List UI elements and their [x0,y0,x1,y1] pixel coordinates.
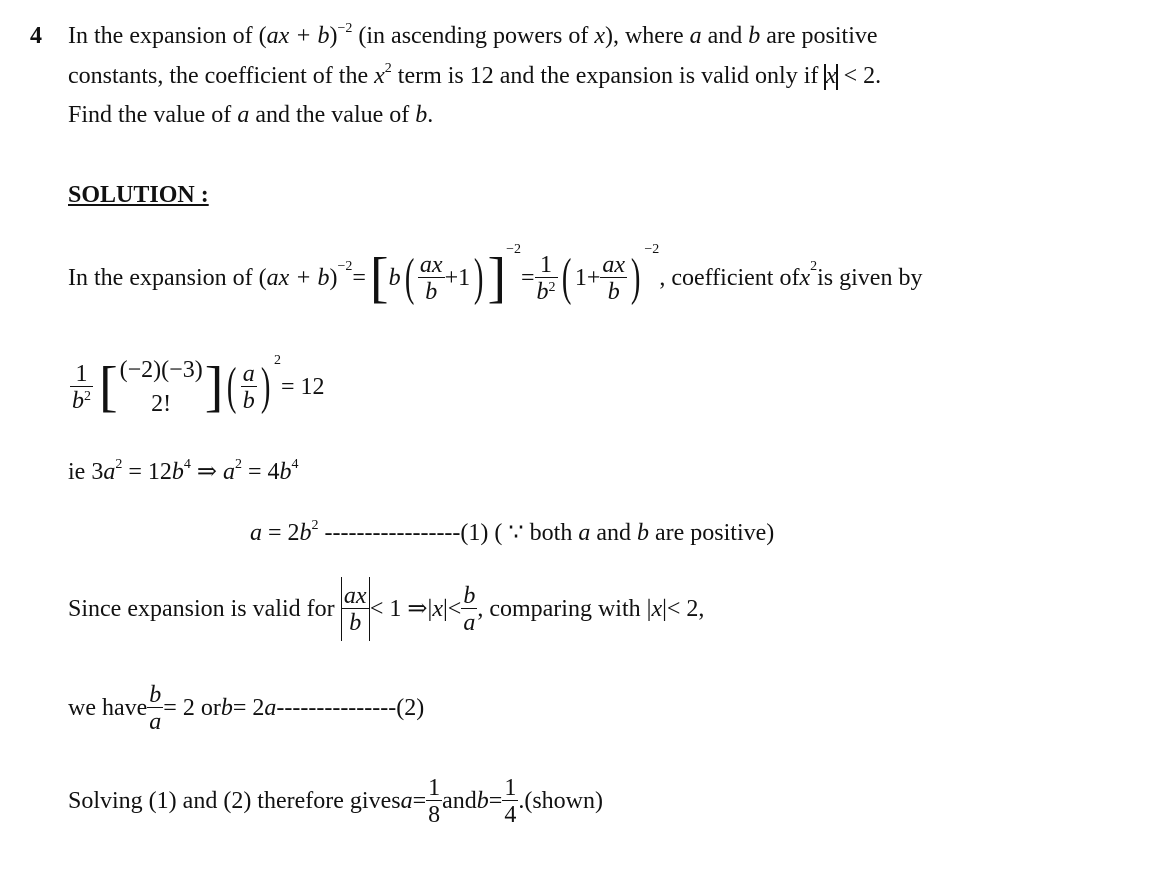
solution-step-expansion: In the expansion of ( ax + b ) −2 = [ b ( $\frac{ax}{b}$ +1 ) ] −2 = $\frac{1}{b^2}$ ( 1+ $\frac{ax}{b}$ ) −2 , coefficient of x 2 is given by [68,242,923,309]
question-line-3: Find the value of a and the value of b. [68,102,434,128]
question-line-1: In the expansion of (ax + b)$^{-2}$ (in ascending powers of x), where a and b are positive [68,21,878,49]
solution-step-answer: Solving (1) and (2) therefore gives a = $\frac{1}{8}$ and b = $\frac{1}{4}$ . (shown) [68,774,603,828]
solution-step-equation-2: we have $\frac{b}{a}$ = 2 or b = 2 a ---------------(2) [68,681,425,735]
question-number: 4 [30,23,42,49]
question-line-2: constants, the coefficient of the $x^2$ term is 12 and the expansion is valid only if x < 2. [68,61,882,89]
solution-step-coefficient: $\frac{1}{b^2}$ [ (−2)(−3) 2! ] ( $\frac{a}{b}$ ) 2 = 12 [72,353,325,418]
solution-step-equation-1: $a = 2b^2$ -----------------(1) ( ∵ both a and b are positive) [250,518,775,546]
solution-step-simplify: ie $3a^2 = 12b^4$ ⇒ $a^2 = 4b^4$ [68,457,299,485]
solution-heading: SOLUTION : [68,182,209,208]
solution-step-validity: Since expansion is valid for $\frac{ax}{b}$ < 1 ⇒| x |< $\frac{b}{a}$ , comparing with | x |< 2, [68,574,704,644]
